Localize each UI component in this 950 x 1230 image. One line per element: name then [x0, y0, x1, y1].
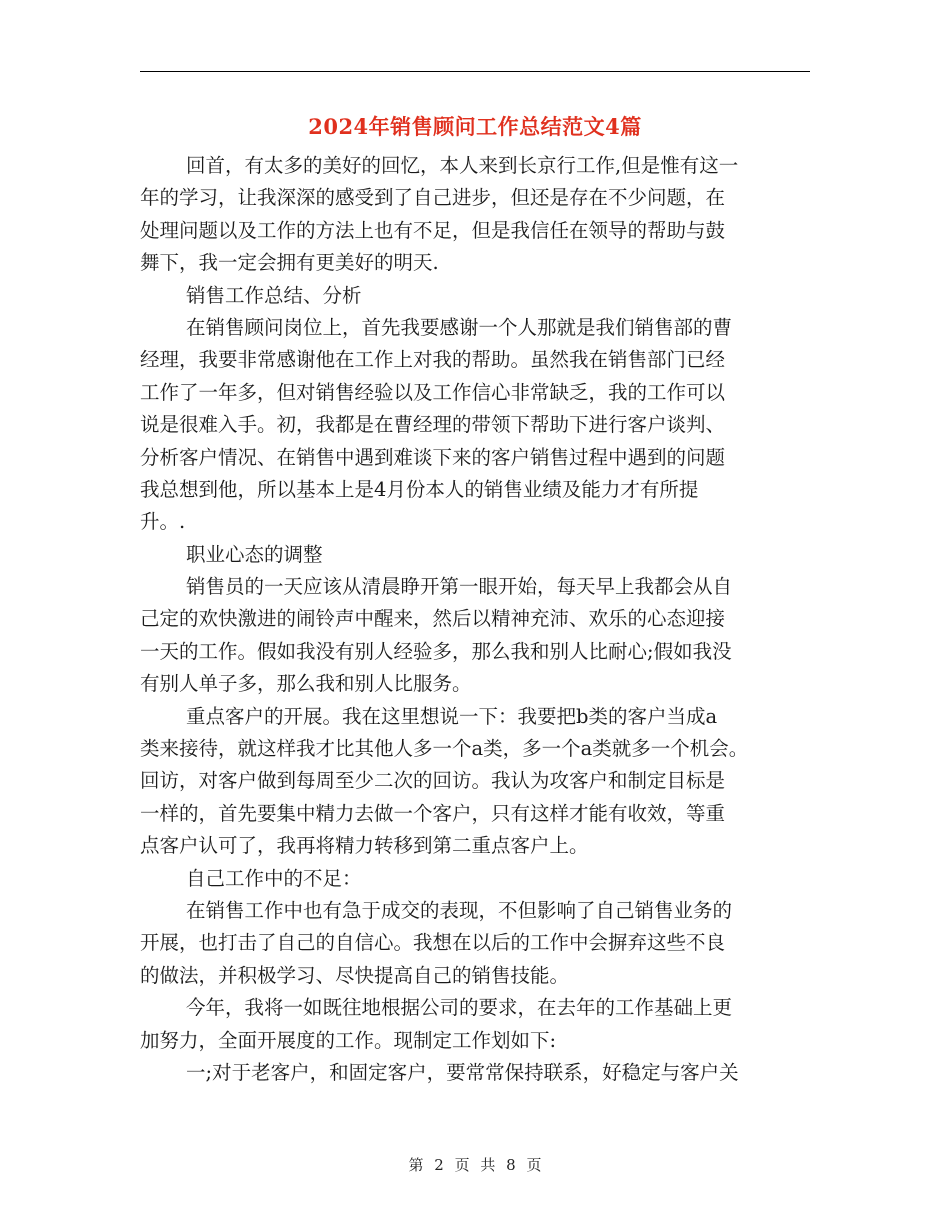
paragraph-line: 类来接待，就这样我才比其他人多一个a类，多一个a类就多一个机会。: [140, 737, 749, 761]
paragraph-line: 己定的欢快激进的闹铃声中醒来，然后以精神充沛、欢乐的心态迎接: [140, 607, 726, 631]
paragraph-line: 加努力，全面开展度的工作。现制定工作划如下:: [140, 1028, 557, 1052]
paragraph-line: 工作了一年多，但对销售经验以及工作信心非常缺乏，我的工作可以: [140, 380, 726, 404]
section-heading: 自己工作中的不足：: [186, 866, 362, 890]
section-heading: 职业心态的调整: [186, 542, 323, 566]
paragraph-line: 点客户认可了，我再将精力转移到第二重点客户上。: [140, 834, 589, 858]
paragraph-line: 回首，有太多的美好的回忆，本人来到长京行工作,但是惟有这一: [186, 154, 739, 177]
paragraph-line: 舞下，我一定会拥有更美好的明天.: [140, 251, 439, 275]
paragraph-line: 一天的工作。假如我没有别人经验多，那么我和别人比耐心;假如我没: [140, 639, 732, 663]
paragraph-line: 开展，也打击了自己的自信心。我想在以后的工作中会摒弃这些不良: [140, 931, 726, 955]
paragraph-line: 重点客户的开展。我在这里想说一下：我要把b类的客户当成a: [186, 704, 718, 728]
paragraph-line: 的做法，并积极学习、尽快提高自己的销售技能。: [140, 963, 570, 987]
paragraph-line: 升。.: [140, 510, 186, 534]
paragraph-line: 处理问题以及工作的方法上也有不足，但是我信任在领导的帮助与鼓: [140, 218, 726, 242]
paragraph-line: 一;对于老客户，和固定客户，要常常保持联系，好稳定与客户关: [186, 1060, 739, 1084]
paragraph-line: 经理，我要非常感谢他在工作上对我的帮助。虽然我在销售部门已经: [140, 348, 726, 372]
paragraph-line: 销售员的一天应该从清晨睁开第一眼开始，每天早上我都会从自: [186, 575, 733, 599]
paragraph-line: 今年，我将一如既往地根据公司的要求，在去年的工作基础上更: [186, 996, 733, 1020]
document-title: 2024年销售顾问工作总结范文4篇: [308, 114, 642, 139]
paragraph-line: 我总想到他，所以基本上是4月份本人的销售业绩及能力才有所提: [140, 477, 699, 501]
paragraph-line: 一样的，首先要集中精力去做一个客户，只有这样才能有收效，等重: [140, 801, 726, 825]
header-rule: [140, 71, 810, 72]
paragraph-line: 年的学习，让我深深的感受到了自己进步，但还是存在不少问题，在: [140, 186, 726, 210]
document-body: [140, 150, 810, 1089]
paragraph-line: 分析客户情况、在销售中遇到难谈下来的客户销售过程中遇到的问题: [140, 445, 726, 469]
paragraph-line: 说是很难入手。初，我都是在曹经理的带领下帮助下进行客户谈判、: [140, 413, 726, 437]
paragraph-line: 有别人单子多，那么我和别人比服务。: [140, 672, 472, 696]
paragraph-line: 回访，对客户做到每周至少二次的回访。我认为攻客户和制定目标是: [140, 769, 726, 793]
paragraph-line: 在销售工作中也有急于成交的表现，不但影响了自己销售业务的: [186, 898, 733, 922]
section-heading: 销售工作总结、分析: [186, 283, 362, 307]
page-number: 第 2 页 共 8 页: [408, 1156, 542, 1174]
paragraph-line: 在销售顾问岗位上，首先我要感谢一个人那就是我们销售部的曹: [186, 315, 733, 339]
